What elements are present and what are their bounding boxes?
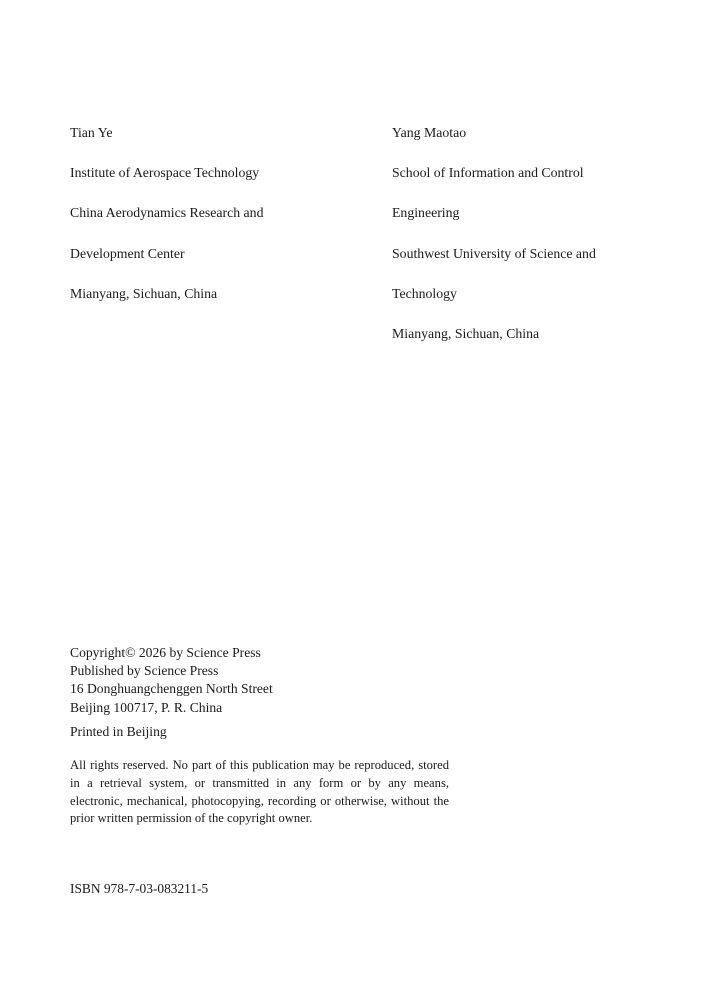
publisher-imprint-block <box>70 644 490 717</box>
affiliation-line: Southwest University of Science and <box>392 245 596 261</box>
author-affiliation-block <box>70 103 650 364</box>
copyright-line: Copyright© 2026 by Science Press <box>70 645 261 660</box>
affiliation-line: Development Center <box>70 245 185 261</box>
author-column-left <box>70 103 392 324</box>
isbn-line: ISBN 978-7-03-083211-5 <box>70 881 209 896</box>
affiliation-line: Technology <box>392 285 457 301</box>
author-name: Yang Maotao <box>392 125 467 141</box>
affiliation-line: China Aerodynamics Research and <box>70 205 264 221</box>
publisher-address-city: Beijing 100717, P. R. China <box>70 699 223 715</box>
printed-in-line: Printed in Beijing <box>70 724 167 739</box>
affiliation-line: Institute of Aerospace Technology <box>70 165 260 181</box>
all-rights-reserved-paragraph: All rights reserved. No part of this publication may be reproduced, stored in a retrieval system, or transmitted in any form or by any means, electronic, mechanical, photocopying, recording or otherwise, without the prior written permission of the copyright owner. <box>70 758 449 826</box>
affiliation-line: School of Information and Control <box>392 165 584 181</box>
publisher-address-street: 16 Donghuangchenggen North Street <box>70 681 273 697</box>
author-column-right <box>392 103 650 364</box>
affiliation-location: Mianyang, Sichuan, China <box>70 285 218 301</box>
affiliation-location: Mianyang, Sichuan, China <box>392 326 540 342</box>
publisher-line: Published by Science Press <box>70 663 219 679</box>
affiliation-line: Engineering <box>392 205 460 221</box>
author-name: Tian Ye <box>70 125 113 141</box>
